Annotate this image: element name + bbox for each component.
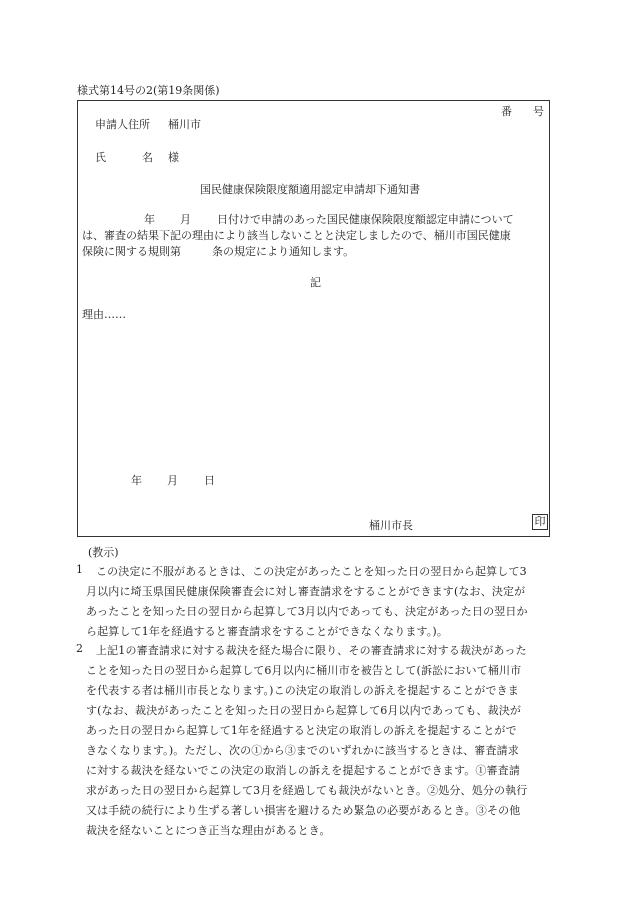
number-label-1: 番: [501, 105, 512, 118]
notice-line: を代表する者は桶川市長となります。)この決定の取消しの訴えを提起することができま: [86, 684, 519, 697]
notice-line: 求があった日の翌日から起算して3月を経過しても裁決がないとき。②処分、処分の執行: [86, 784, 528, 797]
notice-line: 裁決を経ないことにつき正当な理由があるとき。: [86, 824, 331, 837]
notice-line: あった日の翌日から起算して1年を経過すると決定の取消しの訴えを提起することがで: [86, 724, 517, 737]
notice-line: に対する裁決を経ないでこの決定の取消しの訴えを提起することができます。①審査請: [86, 764, 520, 777]
date-month: 月: [180, 213, 191, 226]
name-label-2: 名: [142, 151, 153, 164]
name-honorific: 様: [168, 151, 179, 164]
notice-item-number: 2: [76, 642, 83, 655]
date-year: 年: [144, 213, 155, 226]
issue-date-day: 日: [204, 474, 215, 487]
notice-line: この決定に不服があるときは、この決定があったことを知った日の翌日から起算して3: [96, 565, 527, 578]
notice-line: す(なお、裁決があったことを知った日の翌日から起算して6月以内であっても、裁決が: [86, 704, 522, 717]
body-line-3-tail: 条の規定により通知します。: [212, 245, 355, 258]
reason-text: 理由……: [82, 308, 126, 321]
notice-line: ことを知った日の翌日から起算して6月以内に桶川市を被告として(訴訟において桶川市: [86, 664, 522, 677]
applicant-address-value: 桶川市: [168, 118, 201, 131]
notice-form: [77, 100, 550, 537]
body-line-2: は、審査の結果下記の理由により該当しないことと決定しましたので、桶川市国民健康: [82, 229, 511, 242]
body-line-1: 日付けで申請のあった国民健康保険限度額認定申請について: [217, 213, 514, 226]
number-label-2: 号: [533, 105, 544, 118]
issue-date-year: 年: [131, 474, 142, 487]
notice-line: 上記1の審査請求に対する裁決を経た場合に限り、その審査請求に対する裁決があった: [96, 644, 527, 657]
form-label: 様式第14号の2(第19条関係): [77, 84, 220, 97]
applicant-address-label: 申請人住所: [95, 118, 150, 131]
seal-stamp: [532, 514, 548, 530]
name-label-1: 氏: [95, 151, 106, 164]
notice-line: きなくなります。)。ただし、次の①から③までのいずれかに該当するときは、審査請求: [86, 744, 519, 757]
notice-line: あったことを知った日の翌日から起算して3月以内であっても、決定があった日の翌日か: [86, 605, 528, 618]
ki-mark: 記: [310, 276, 321, 289]
notice-heading: (教示): [88, 546, 119, 559]
document-title: 国民健康保険限度額適用認定申請却下通知書: [200, 183, 420, 196]
notice-item-number: 1: [76, 563, 83, 576]
issue-date-month: 月: [167, 474, 178, 487]
mayor-title: 桶川市長: [369, 519, 413, 532]
body-line-3-head: 保険に関する規則第: [82, 245, 181, 258]
notice-line: 又は手続の続行により生ずる著しい損害を避けるため緊急の必要があるとき。③その他: [86, 804, 521, 817]
seal-char: 印: [534, 515, 546, 528]
notice-line: 月以内に埼玉県国民健康保険審査会に対し審査請求をすることができます(なお、決定が: [86, 585, 526, 598]
notice-line: ら起算して1年を経過すると審査請求をすることができなくなります。)。: [86, 625, 449, 638]
